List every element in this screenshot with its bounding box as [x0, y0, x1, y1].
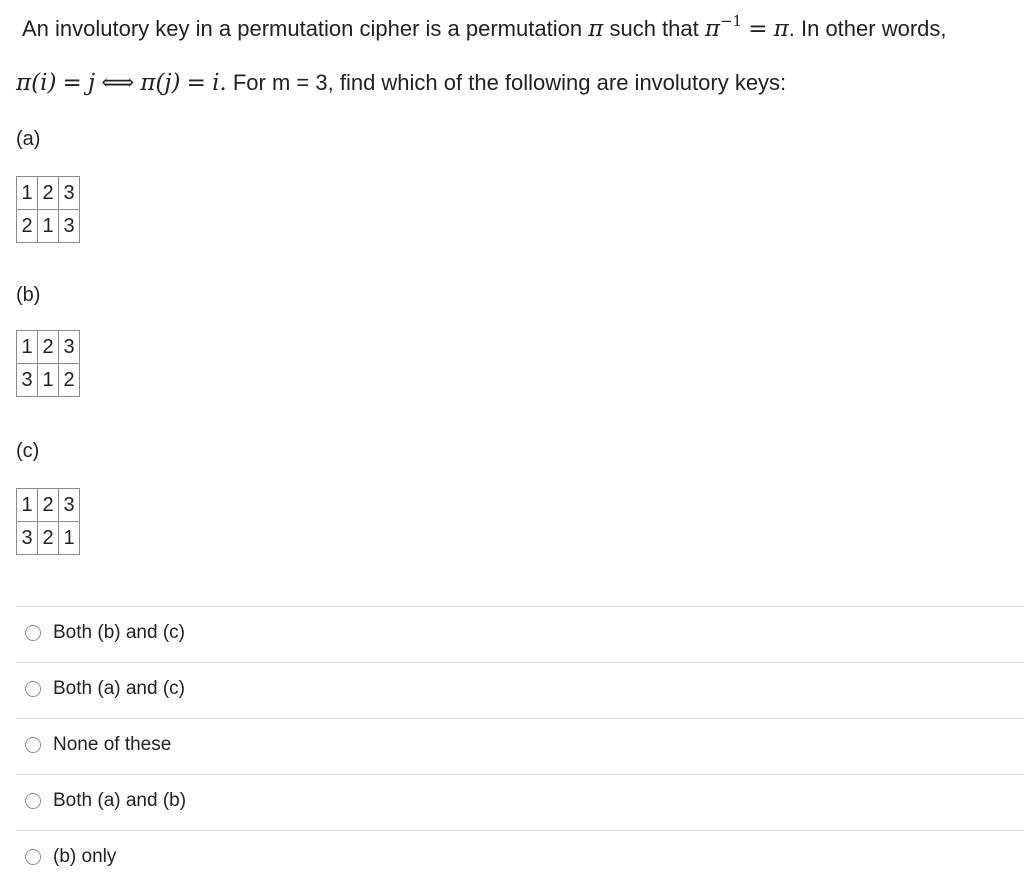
question-line-2 — [16, 70, 786, 96]
answer-option-2[interactable] — [16, 662, 1024, 718]
permutation-table-c — [16, 488, 80, 555]
question-in-other-words: . In other words, — [788, 16, 947, 41]
table-cell: 2 — [38, 489, 59, 522]
option-label[interactable]: Both (a) and (b) — [53, 790, 187, 811]
table-cell: 2 — [38, 177, 59, 210]
question-rest: For m = 3, find which of the following are involutory keys: — [232, 70, 787, 95]
answer-option-5[interactable] — [16, 830, 1024, 886]
question-line-1 — [22, 12, 947, 42]
table-cell: 2 — [59, 364, 80, 397]
equals-sign-2: = — [62, 70, 82, 96]
table-cell: 1 — [17, 177, 38, 210]
table-cell: 3 — [59, 210, 80, 243]
table-row-top — [17, 331, 80, 364]
table-cell: 3 — [59, 489, 80, 522]
part-label-c: (c) — [16, 440, 40, 462]
table-cell: 1 — [17, 489, 38, 522]
option-label[interactable]: None of these — [53, 734, 172, 755]
option-label[interactable]: Both (a) and (c) — [53, 678, 185, 699]
permutation-table-a — [16, 176, 80, 243]
table-row-bottom — [17, 522, 80, 555]
table-cell: 2 — [38, 331, 59, 364]
answer-option-1[interactable] — [16, 606, 1024, 662]
inverse-exponent: −1 — [719, 12, 743, 30]
part-label-a: (a) — [16, 128, 41, 150]
table-cell: 1 — [38, 364, 59, 397]
table-cell: 2 — [38, 522, 59, 555]
table-cell: 2 — [17, 210, 38, 243]
answer-options — [16, 606, 1024, 886]
option-label[interactable]: Both (b) and (c) — [53, 622, 185, 643]
table-cell: 3 — [17, 522, 38, 555]
radio-button[interactable] — [25, 849, 41, 865]
pi-symbol: π — [588, 16, 604, 42]
permutation-table-b — [16, 330, 80, 397]
equals-sign: = — [748, 16, 768, 42]
pi-of-i: π(i) — [16, 70, 57, 96]
radio-button[interactable] — [25, 793, 41, 809]
part-label-b: (b) — [16, 284, 41, 306]
table-row-bottom — [17, 210, 80, 243]
table-row-bottom — [17, 364, 80, 397]
option-label[interactable]: (b) only — [53, 846, 117, 867]
iff-arrow-icon: ⟺ — [101, 70, 135, 96]
question-intro: An involutory key in a permutation cipher is a permutation — [22, 16, 583, 41]
pi-symbol-rhs: π — [773, 16, 789, 42]
pi-symbol-inverse: π — [704, 16, 720, 42]
table-row-top — [17, 489, 80, 522]
table-cell: 3 — [59, 331, 80, 364]
equals-sign-3: = — [186, 70, 206, 96]
table-cell: 3 — [17, 364, 38, 397]
pi-of-j: π(j) — [140, 70, 181, 96]
question-such-that: such that — [609, 16, 699, 41]
table-row-top — [17, 177, 80, 210]
radio-button[interactable] — [25, 625, 41, 641]
table-cell: 3 — [59, 177, 80, 210]
table-cell: 1 — [59, 522, 80, 555]
radio-button[interactable] — [25, 737, 41, 753]
answer-option-4[interactable] — [16, 774, 1024, 830]
pi-inverse — [704, 12, 743, 42]
answer-option-3[interactable] — [16, 718, 1024, 774]
radio-button[interactable] — [25, 681, 41, 697]
var-j: j — [87, 70, 96, 96]
table-cell: 1 — [38, 210, 59, 243]
var-i: i. — [212, 70, 227, 96]
table-cell: 1 — [17, 331, 38, 364]
